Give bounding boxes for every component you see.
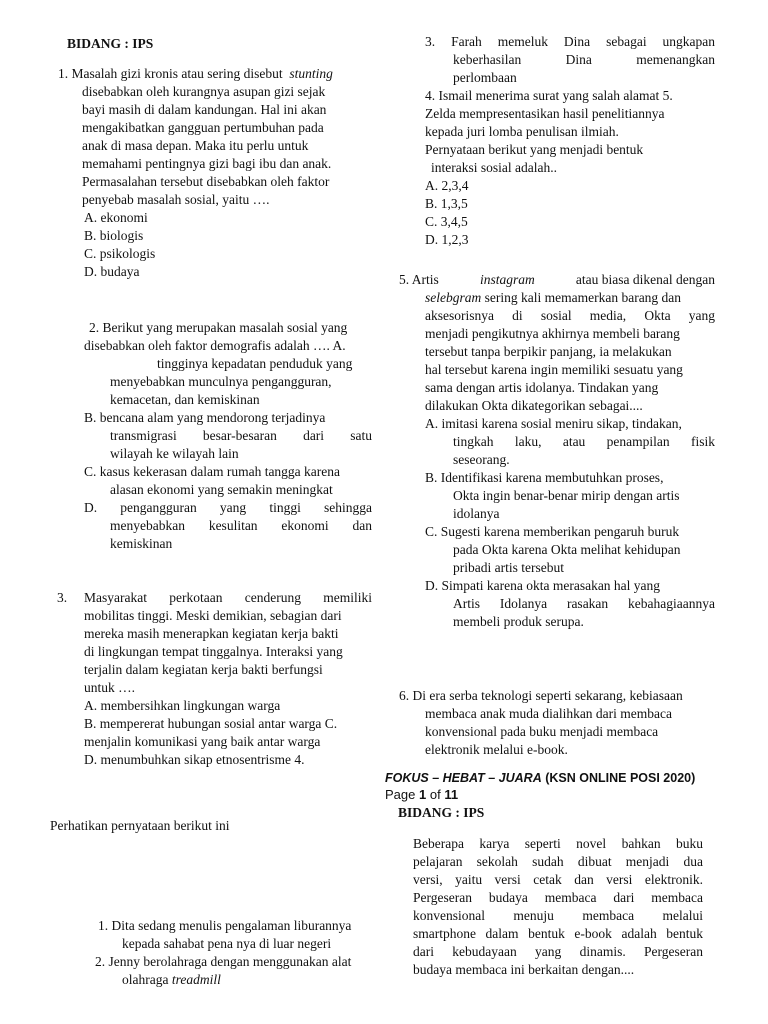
- answer-option: D. Simpati karena okta merasakan hal yang: [425, 578, 661, 593]
- answer-option: A. 2,3,4: [425, 178, 469, 193]
- q7-line: Pergeseran budaya membaca dari membaca: [413, 890, 703, 905]
- q6-line: elektronik melalui e-book.: [425, 742, 568, 757]
- q6-line: membaca anak muda dialihkan dari membaca: [425, 706, 673, 721]
- answer-option: B. mempererat hubungan sosial antar warga C.: [84, 716, 338, 731]
- q3-line: untuk ….: [84, 680, 136, 695]
- statement: kepada sahabat pena nya di luar negeri: [122, 936, 332, 951]
- answer-option: transmigrasi besar-besaran dari satu: [110, 428, 372, 443]
- q5-line: hal tersebut karena ingin memiliki sesuatu yang: [425, 362, 683, 377]
- q7-line: versi, yaitu versi cetak dan versi elektronik.: [413, 872, 703, 887]
- answer-option: B. biologis: [84, 228, 144, 243]
- answer-option: alasan ekonomi yang semakin meningkat: [110, 482, 333, 497]
- statement: 3. Farah memeluk Dina sebagai ungkapan: [425, 34, 715, 49]
- q3-line: mobilitas tinggi. Meski demikian, sebagian dari: [84, 608, 342, 623]
- q1-line: memahami pentingnya gizi bagi ibu dan anak.: [82, 156, 332, 171]
- q2-line: kemacetan, dan kemiskinan: [110, 392, 260, 407]
- q7-line: smartphone dalam bentuk e-book adalah bentuk: [413, 926, 703, 941]
- answer-option: C. Sugesti karena memberikan pengaruh buruk: [425, 524, 680, 539]
- section-heading: BIDANG : IPS: [398, 805, 485, 820]
- answer-option: Okta ingin benar-benar mirip dengan artis: [453, 488, 680, 503]
- statement: kepada juri lomba penulisan ilmiah.: [425, 124, 619, 139]
- q6-line: 6. Di era serba teknologi seperti sekarang, kebiasaan: [399, 688, 683, 703]
- answer-option: B. bencana alam yang mendorong terjadinya: [84, 410, 326, 425]
- q2-line: disebabkan oleh faktor demografis adalah …. A.: [84, 338, 346, 353]
- q3-line: di lingkungan tempat tinggalnya. Interaksi yang: [84, 644, 343, 659]
- q5-line: sama dengan artis idolanya. Tindakan yang: [425, 380, 659, 395]
- q3-line: terjalin dalam kegiatan kerja bakti berfungsi: [84, 662, 323, 677]
- q6-line: konvensional pada buku menjadi membaca: [425, 724, 659, 739]
- answer-option: idolanya: [453, 506, 500, 521]
- answer-option: D. pengangguran yang tinggi sehingga: [84, 500, 372, 515]
- answer-option: menjalin komunikasi yang baik antar warga: [84, 734, 321, 749]
- q4-intro: Perhatikan pernyataan berikut ini: [50, 818, 230, 833]
- answer-option: B. Identifikasi karena membutuhkan proses,: [425, 470, 664, 485]
- answer-option: B. 1,3,5: [425, 196, 468, 211]
- q5-line: aksesorisnya di sosial media, Okta yang: [425, 308, 715, 323]
- q7-line: budaya membaca ini berkaitan dengan....: [413, 962, 635, 977]
- statement: olahraga treadmill: [122, 972, 221, 987]
- answer-option: A. imitasi karena sosial meniru sikap, tindakan,: [425, 416, 682, 431]
- q5-line: 5. Artis instagram atau biasa dikenal dengan: [399, 272, 715, 287]
- statement: 1. Dita sedang menulis pengalaman liburannya: [98, 918, 352, 933]
- q3-line: Masyarakat perkotaan cenderung memiliki: [84, 590, 372, 605]
- q4-question: Pernyataan berikut yang menjadi bentuk: [425, 142, 644, 157]
- q2-line: tingginya kepadatan penduduk yang: [157, 356, 353, 371]
- answer-option: wilayah ke wilayah lain: [110, 446, 239, 461]
- answer-option: C. psikologis: [84, 246, 156, 261]
- q2-line: menyebabkan munculnya pengangguran,: [110, 374, 332, 389]
- answer-option: D. menumbuhkan sikap etnosentrisme 4.: [84, 752, 305, 767]
- answer-option: tingkah laku, atau penampilan fisik: [453, 434, 715, 449]
- statement: keberhasilan Dina memenangkan: [453, 52, 715, 67]
- footer-slogan: FOKUS – HEBAT – JUARA (KSN ONLINE POSI 2020): [385, 771, 696, 785]
- q1-line: penyebab masalah sosial, yaitu ….: [82, 192, 270, 207]
- page-number: Page 1 of 11: [385, 787, 459, 802]
- q1-line: mengakibatkan gangguan pertumbuhan pada: [82, 120, 324, 135]
- answer-option: A. ekonomi: [84, 210, 148, 225]
- statement: Zelda mempresentasikan hasil penelitiannya: [425, 106, 665, 121]
- answer-option: D. 1,2,3: [425, 232, 469, 247]
- answer-option: seseorang.: [453, 452, 510, 467]
- q7-line: konvensional menuju membaca melalui: [413, 908, 703, 923]
- q5-line: menjadi pengikutnya akhirnya membeli barang: [425, 326, 680, 341]
- q5-line: tersebut tanpa berpikir panjang, ia melakukan: [425, 344, 672, 359]
- q1-line: Permasalahan tersebut disebabkan oleh faktor: [82, 174, 330, 189]
- statement: 2. Jenny berolahraga dengan menggunakan alat: [95, 954, 352, 969]
- answer-option: pada Okta karena Okta melihat kehidupan: [453, 542, 681, 557]
- q1-line: anak di masa depan. Maka itu perlu untuk: [82, 138, 309, 153]
- question-number: 3.: [57, 590, 68, 605]
- q1-line: 1. Masalah gizi kronis atau sering disebut stunting: [58, 66, 333, 81]
- answer-option: D. budaya: [84, 264, 140, 279]
- section-heading: BIDANG : IPS: [67, 36, 154, 51]
- q5-line: dilakukan Okta dikategorikan sebagai....: [425, 398, 643, 413]
- q4-question: interaksi sosial adalah..: [431, 160, 557, 175]
- statement: 4. Ismail menerima surat yang salah alamat 5.: [425, 88, 673, 103]
- statement: perlombaan: [453, 70, 517, 85]
- answer-option: pribadi artis tersebut: [453, 560, 564, 575]
- answer-option: C. 3,4,5: [425, 214, 468, 229]
- answer-option: membeli produk serupa.: [453, 614, 584, 629]
- q1-line: disebabkan oleh kurangnya asupan gizi sejak: [82, 84, 326, 99]
- answer-option: kemiskinan: [110, 536, 173, 551]
- answer-option: C. kasus kekerasan dalam rumah tangga karena: [84, 464, 341, 479]
- answer-option: menyebabkan kesulitan ekonomi dan: [110, 518, 372, 533]
- q5-line: selebgram sering kali memamerkan barang dan: [425, 290, 682, 305]
- q7-line: pelajaran sekolah sudah dibuat menjadi dua: [413, 854, 703, 869]
- answer-option: Artis Idolanya rasakan kebahagiaannya: [453, 596, 715, 611]
- q7-line: Beberapa karya seperti novel bahkan buku: [413, 836, 703, 851]
- q1-line: bayi masih di dalam kandungan. Hal ini akan: [82, 102, 327, 117]
- q3-line: mereka masih menerapkan kegiatan kerja bakti: [84, 626, 339, 641]
- q2-line: 2. Berikut yang merupakan masalah sosial yang: [89, 320, 348, 335]
- answer-option: A. membersihkan lingkungan warga: [84, 698, 281, 713]
- q7-line: dari kebudayaan yang dinamis. Pergeseran: [413, 944, 703, 959]
